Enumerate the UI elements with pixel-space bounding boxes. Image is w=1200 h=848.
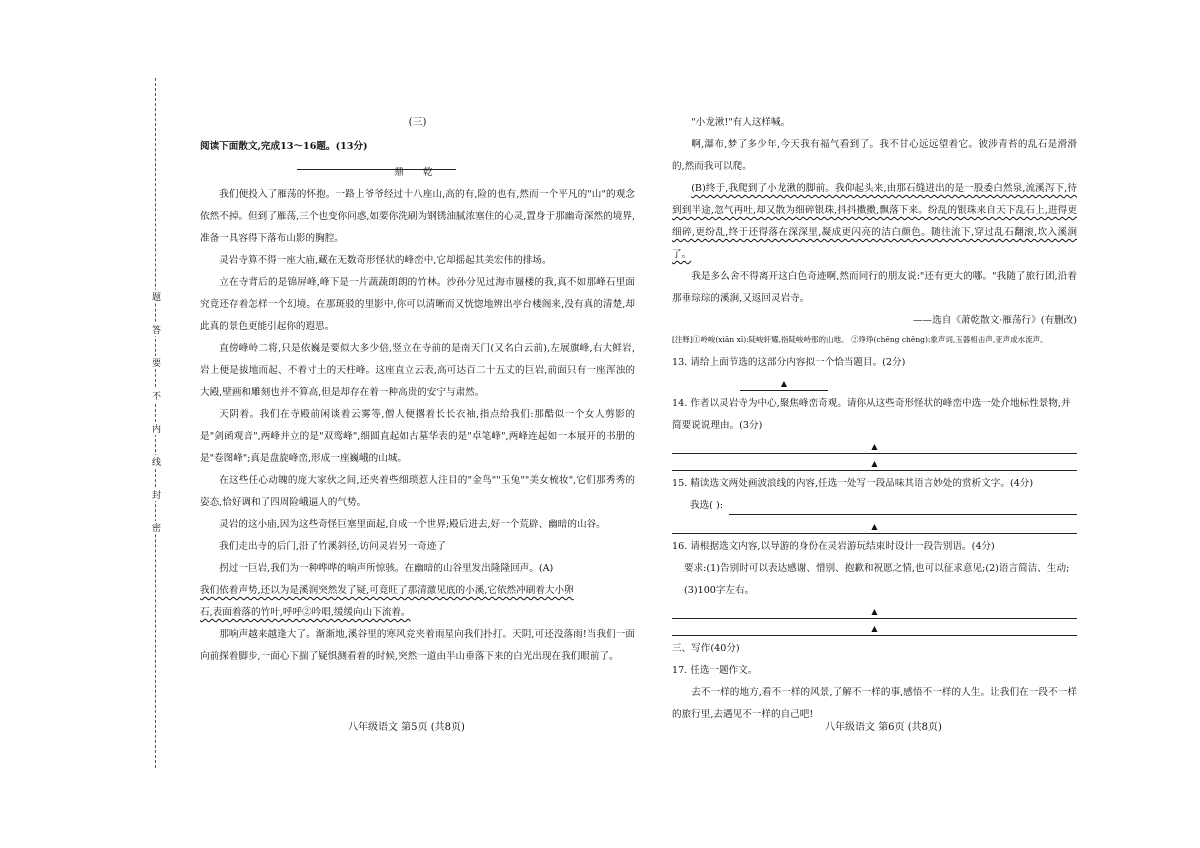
reading-instruction: 阅读下面散文,完成13～16题。(13分): [200, 141, 368, 152]
binding-word: 题: [150, 292, 160, 301]
binding-word: 内: [150, 424, 160, 433]
essay-paragraph: 在这些任心动魄的庞大家伙之间,还夹着些细琐惹人注目的"金鸟""玉兔""美女梳妆",它们那秀秀的姿态,恰好调和了四周险峨逼人的气势。: [200, 475, 635, 508]
answer-line-16-2[interactable]: [672, 621, 1077, 636]
essay-paragraph: 立在寺背后的是锦屏峰,峰下是一片蔬蔬朗朗的竹林。沙孙分见过海市蜃楼的我,真不如那峰石里面究竟还存着怎样一个幻境。在那斑驳的里影中,你可以清晰而又恍惚地辨出亭台楼阁来,没有真的清楚,却此真的景色更能引起你的遐思。: [200, 277, 635, 332]
wavy-underlined-passage-a-cont: 石,表面着落的竹叶,呼呼②吟唱,缓缓向山下流着。: [200, 607, 411, 618]
source-citation: ——选自《萧乾散文·雁荡行》(有删改): [912, 315, 1077, 326]
binding-word: 答: [150, 325, 160, 334]
question-16: 16. 请根据选文内容,以导游的身份在灵岩游玩结束时设计一段告别语。(4分): [672, 541, 995, 552]
question-16-requirements: 要求:(1)告别时可以表达感谢、惜别、抱歉和祝愿之情,也可以征求意见;(2)语言简洁、生动;(3)100字左右。: [684, 563, 1070, 596]
answer-marker-icon: ▲: [871, 442, 878, 451]
essay-title: 鼎 乾: [394, 167, 441, 178]
essay-paragraph: 天阴着。我们在寺殿前闲谈着云雾等,僧人便撂着长长衣袖,指点给我们:那酷似一个女人剪影的是"剑函观音",两峰并立的是"双鸾峰",细圆直起如古墓华表的是"卓笔峰",两峰连起如一本展开的书册的是"卷图峰";真是盘旋峰峦,形成一座巍峨的山城。: [200, 409, 635, 464]
essay-paragraph: 啊,瀑布,梦了多少年,今天我有福气看到了。我不甘心远远望着它。彼涉青苔的乱石是滑滑的,然而我可以爬。: [672, 139, 1077, 172]
binding-word: 要: [150, 358, 160, 367]
essay-paragraph: 灵岩的这小庙,因为这些奇怪巨塞里面起,自成一个世界;殿后进去,好一个荒辟、幽暗的山谷。: [219, 519, 606, 530]
writing-prompt: 去不一样的地方,看不一样的风景,了解不一样的事,感悟不一样的人生。让我们在一段不一样的旅行里,去遇见不一样的自己吧!: [672, 687, 1077, 720]
binding-word: 线: [150, 457, 160, 466]
wavy-underlined-passage-b: (B)终于,我爬到了小龙湫的脚前。我仰起头来,由那石缝迸出的是一股委白然泉,流溪泻下,待到到半途,忽气再吐,却又散为细碎银珠,抖抖擞擞,飘落下来。纷乱的银珠来自天下乱石上,进得更细碎,更纷乱,终于还得落在深深里,凝成更闪亮的洁白颜色。随往流下,穿过乱石翻滚,坎入溪涧了。: [672, 183, 1077, 260]
binding-margin-text: [144, 290, 166, 534]
binding-word: 不: [150, 391, 160, 400]
section-writing-heading: 三、写作(40分): [672, 643, 740, 654]
answer-line-15-1[interactable]: [729, 500, 1077, 515]
essay-paragraph: "小龙湫!"有人这样喊。: [691, 117, 791, 128]
page-right: [672, 112, 1077, 726]
essay-paragraph: 直傍峰岭二将,只是依巍是要似大多少倍,竖立在寺前的是南天门(又名白云前),左展旗峰,右大鲜岩,岩上便是拔地而起、不着寸土的天柱峰。这座直立云表,高可达百二十五丈的巨岩,前面只有一座浑浊的大殿,壁画和雕刻也并不算高,但是却存在着一种高贵的安宁与肃然。: [200, 343, 635, 398]
question-13: 13. 请给上面节选的这部分内容拟一个恰当题目。(2分): [672, 357, 906, 368]
essay-paragraph: 拐过一巨岩,我们为一种哗哗的响声所惊骇。在幽暗的山谷里发出隆隆回声。(A): [219, 563, 554, 574]
answer-marker-icon: ▲: [871, 607, 878, 616]
essay-paragraph: 我们走出寺的后门,沿了竹溪斜径,访问灵岩另一奇迹了: [219, 541, 446, 552]
answer-line-14-1[interactable]: [672, 439, 1077, 454]
answer-marker-icon: ▲: [780, 379, 788, 388]
footnotes: [注释]①岭峻(xiān xī):陡峻轩耀,指陡峻峙那的山地。 ②琤琤(chēng chēng):象声词,玉器相击声,亚声或水流声。: [672, 335, 1048, 344]
answer-line-14-2[interactable]: [672, 456, 1077, 471]
binding-word: 封: [150, 490, 160, 499]
section-number: (三): [408, 117, 427, 128]
answer-line-13[interactable]: [740, 376, 828, 391]
essay-paragraph: 我是多么舍不得离开这白色奇迹啊,然而同行的朋友说:"还有更大的哪。"我随了旅行团,沿着那垂琮琮的溪涧,又返回灵岩寺。: [672, 271, 1077, 304]
answer-marker-icon: ▲: [871, 624, 878, 633]
answer-marker-icon: ▲: [871, 459, 878, 468]
answer-line-16-1[interactable]: [672, 604, 1077, 619]
binding-word: 密: [150, 523, 160, 532]
essay-paragraph: 灵岩寺算不得一座大庙,藏在无数奇形怪状的峰峦中,它却摇起其美宏伟的排场。: [219, 255, 552, 266]
essay-paragraph: 我们便投入了雁荡的怀抱。一路上爷爷经过十八座山,高的有,险的也有,然而一个平凡的"山"的观念依然不掉。但到了雁荡,三个也变你问惑,如要你洗刷为钢锈油腻浓塞住的心灵,置身于那幽奇深然的境界,准备一具容得下落布山影的胸腔。: [200, 189, 635, 244]
answer-line-15-2[interactable]: [672, 519, 1077, 534]
choose-label: 我选( ):: [690, 500, 723, 511]
answer-marker-icon: ▲: [871, 522, 878, 531]
question-17: 17. 任选一题作文。: [672, 665, 758, 676]
wavy-underlined-passage-a: 我们依着声势,还以为是溪润突然发了疑,可竟旺了那清激见底的小溪,它依然冲刷着大小卵: [200, 585, 574, 596]
page-footer-right: 八年级语文 第6页 (共8页): [825, 722, 942, 733]
question-15: 15. 精读选文两处画波浪线的内容,任选一处写一段品味其语言妙处的赏析文字。(4分): [672, 478, 1034, 489]
question-14: 14. 作者以灵岩寺为中心,聚焦峰峦奇观。请你从这些奇形怪状的峰峦中选一处介地标性景物,并简要说说理由。(3分): [672, 398, 1071, 431]
choose-row: [690, 495, 1077, 517]
essay-paragraph: 那响声越来越逢大了。渐渐地,溪谷里的寒风竞夹着雨星向我们扑打。天阴,可还没落雨!当我们一面向前探着脚步,一面心下揣了疑惧测看着的时候,突然一道由半山垂落下来的白光出现在我们眼前了。: [200, 629, 635, 662]
page-footer-left: 八年级语文 第5页 (共8页): [348, 722, 465, 733]
page-left: [200, 112, 635, 668]
